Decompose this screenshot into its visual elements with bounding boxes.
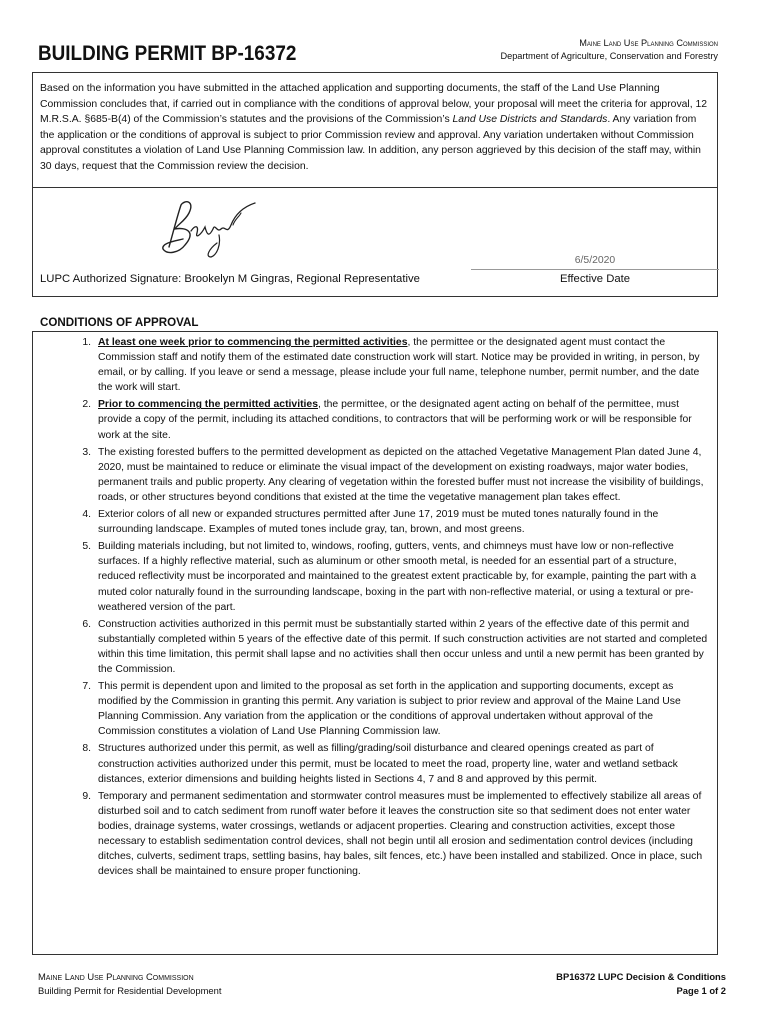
footer-left <box>38 970 221 998</box>
effective-date-line <box>471 269 719 270</box>
condition-number: 1. <box>82 337 91 348</box>
signature-block <box>32 187 718 297</box>
conditions-list <box>33 332 717 879</box>
effective-date-value: 6/5/2020 <box>574 255 616 266</box>
condition-item <box>33 539 717 614</box>
condition-text: This permit is dependent upon and limited to the proposal as set forth in the application and supporting documents, except as modified by the Commission in granting this permit. Any variation is subject to prior review and approval of the Maine Land Use Planning Commission. Any variation from the application or the conditions of approval undertaken without approval of the Commission constitutes a violation of Land Use Planning Commission law. <box>98 681 681 738</box>
condition-item <box>33 335 717 395</box>
condition-text: Temporary and permanent sedimentation and stormwater control measures must be implemented to effectively stabilize all areas of disturbed soil and to catch sediment from runoff water before it leaves the construction site so that sediment does not enter water bodies, drainage systems, water crossings, wetlands or adjacent properties. Clearing and construction activities, except those necessary to establish sedimentation control devices, shall not begin until all erosion and sedimentation control devices (including ditches, culverts, sediment traps, settling basins, hay bales, silt fences, etc.) have been installed and stabilized. Once in place, such devices shall be maintained to ensure proper functioning. <box>98 790 703 878</box>
footer-doc-type: Building Permit for Residential Development <box>38 985 222 996</box>
condition-item <box>33 741 717 786</box>
footer-doc-id: BP16372 LUPC Decision & Conditions <box>556 971 726 982</box>
footer-agency-name: Maine Land Use Planning Commission <box>38 971 194 982</box>
condition-item <box>33 507 717 537</box>
conditions-box <box>32 331 718 955</box>
condition-text: Structures authorized under this permit, as well as filling/grading/soil disturbance and cleared openings created as part of construction activities authorized under this permit, must be located to meet the road, property line, water and wetland setback distances, exterior dimensions and building heights listed in Sections 4, 7 and 8 and approved by this permit. <box>98 743 678 785</box>
condition-text: , the permittee, or the designated agent acting on behalf of the permittee, must provide a copy of the permit, including its attached conditions, to contractors that will be performing work or will be responsible for work at the site. <box>98 399 692 441</box>
effective-date-label: Effective Date <box>559 273 631 285</box>
intro-statement <box>32 72 718 188</box>
conditions-heading: CONDITIONS OF APPROVAL <box>40 316 199 329</box>
condition-number: 9. <box>82 790 91 802</box>
page-title: BUILDING PERMIT BP-16372 <box>38 42 297 65</box>
condition-text: Building materials including, but not limited to, windows, roofing, gutters, vents, and chimneys must have low or non-reflective surfaces. If a highly reflective material, such as aluminum or other smooth metal, is needed for an essential part of a structure, reduced reflectivity must be incorporated and maintained to the greatest extent practicable by, for example, painting the part with a muted color naturally found in the surrounding landscape, boxing in the part with non-reflective material, or using a textural or pre-weathered version of the part. <box>98 541 697 613</box>
condition-number: 4. <box>82 509 91 521</box>
condition-text: Construction activities authorized in this permit must be substantially started within 2 years of the effective date of this permit and substantially completed within 5 years of the effective date of this permit. If such construction activities are not started and completed within this time limitation, this permit shall lapse and no activities shall then occur unless and until a new permit has been granted by the Commission. <box>98 618 708 675</box>
condition-number: 7. <box>82 681 91 693</box>
page-number: Page 1 of 2 <box>676 985 726 996</box>
condition-text: The existing forested buffers to the permitted development as depicted on the attached Vegetative Management Plan dated June 4, 2020, must be maintained to reduce or eliminate the visual impact of the development on existing roadways, major water bodies, permanent trails and public property. Any clearing of vegetation within the forested buffer must not increase the visibility of buildings, roads, or other structures beyond conditions that existed at the time the vegetative management plan takes effect. <box>98 446 704 503</box>
agency-name: Maine Land Use Planning Commission <box>579 38 718 48</box>
condition-item <box>33 789 717 880</box>
condition-number: 5. <box>82 541 91 553</box>
condition-text: Exterior colors of all new or expanded structures permitted after June 17, 2019 must be muted tones naturally found in the surrounding landscape. Examples of muted tones include gray, tan, brown, and most greens. <box>98 509 659 536</box>
intro-text-part2: . Any variation from the application or the conditions of approval is subject to prior Commission review and approval. Any variation undertaken without Commission approval constitutes a violation of Land Use Planning Commission law. In addition, any person aggrieved by this decision of the staff may, within 30 days, request that the Commission review the decision. <box>40 114 701 172</box>
signature-label: LUPC Authorized Signature: Brookelyn M Gingras, Regional Representative <box>40 273 420 285</box>
intro-text-part1: Based on the information you have submitted in the attached application and supporting documents, the staff of the Land Use Planning Commission concludes that, if carried out in compliance with the conditions of approval below, your proposal will meet the criteria for approval, 12 M.R.S.A. §685-B(4) of the Commission’s statutes and the provisions of the Commission’s <box>40 83 708 126</box>
intro-text-italic: Land Use Districts and Standards <box>452 114 608 126</box>
condition-item <box>33 397 717 442</box>
condition-item <box>33 445 717 505</box>
condition-number: 8. <box>82 743 91 755</box>
department-name: Department of Agriculture, Conservation and Forestry <box>500 51 718 61</box>
condition-text: , the permittee or the designated agent must contact the Commission staff and notify them of the estimated date construction work will start. Notice may be provided in writing, in person, by email, or by calling. If you leave or send a message, please include your full name, telephone number, permit number, and the date the work will start. <box>98 337 700 394</box>
condition-number: 3. <box>82 446 91 458</box>
condition-item <box>33 617 717 677</box>
footer-right <box>556 970 726 998</box>
signature-image <box>155 195 265 261</box>
condition-number: 2. <box>82 399 91 411</box>
condition-lead: At least one week prior to commencing the permitted activities <box>98 337 408 348</box>
condition-number: 6. <box>82 618 91 630</box>
condition-item <box>33 679 717 739</box>
condition-lead: Prior to commencing the permitted activities <box>98 399 318 411</box>
agency-header <box>500 37 718 63</box>
